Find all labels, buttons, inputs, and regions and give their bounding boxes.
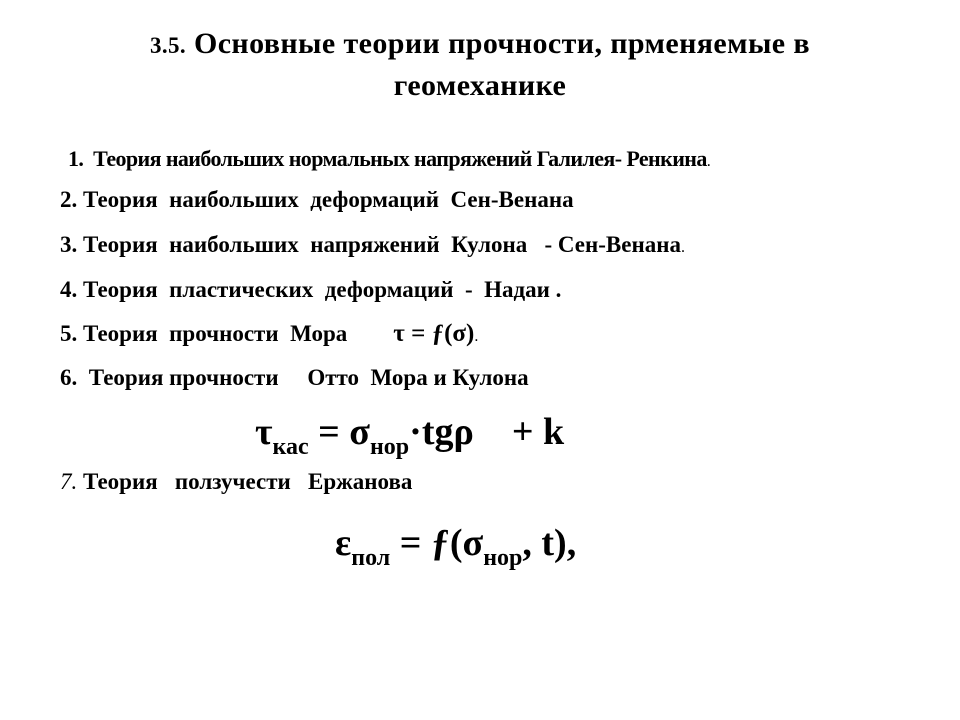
creep-formula xyxy=(335,516,576,570)
title-line-2: геомеханике xyxy=(393,69,567,102)
theory-item-4 xyxy=(60,276,561,304)
title-line-1 xyxy=(60,24,900,66)
theory-item-7-number: 7. xyxy=(60,469,78,494)
theory-item-5-formula: τ = ƒ(σ) xyxy=(393,320,475,347)
formula1-sub-nor: нор xyxy=(369,434,410,460)
formula2-eps: ε xyxy=(335,522,352,564)
theory-item-1-end: . xyxy=(706,153,711,170)
coulomb-mohr-formula xyxy=(255,407,565,460)
theory-item-1-text: Теория наибольших нормальных напряжений Галилея- Ренкина xyxy=(83,146,707,171)
theory-item-2 xyxy=(60,186,574,214)
theory-item-5-text: 5. Теория прочности Мора xyxy=(60,321,394,346)
theory-item-1 xyxy=(68,145,710,176)
theory-item-5 xyxy=(60,320,478,351)
title-number: 3.5. xyxy=(149,33,187,58)
theory-item-6 xyxy=(60,364,529,392)
theory-item-5-end: . xyxy=(474,328,479,345)
theory-item-7 xyxy=(60,468,412,496)
formula1-tau: τ xyxy=(255,411,273,453)
formula2-sub-pol: пол xyxy=(351,545,391,571)
slide-title xyxy=(60,24,900,106)
formula2-eq-f: = ƒ(σ xyxy=(390,522,484,564)
theory-item-4-text: 4. Теория пластических деформаций - Надаи . xyxy=(60,277,562,302)
theory-item-7-text: Теория ползучести Ержанова xyxy=(77,469,413,494)
theory-item-1-number: 1. xyxy=(68,146,84,171)
formula1-sub-kas: кас xyxy=(272,434,309,460)
theory-item-3-text: 3. Теория наибольших напряжений Кулона - Сен-Венана xyxy=(60,232,681,257)
theory-item-2-text: 2. Теория наибольших деформаций Сен-Венана xyxy=(60,187,574,212)
formula2-sub-nor: нор xyxy=(483,545,523,571)
formula1-eq-sigma: = σ xyxy=(308,411,370,453)
formula1-rest: ·tgρ + k xyxy=(409,411,565,453)
title-text-1: Основные теории прочности, прменяемые в xyxy=(193,27,811,60)
theory-item-3-end: . xyxy=(680,239,685,256)
theory-item-3 xyxy=(60,231,685,262)
formula2-rest: , t), xyxy=(522,522,577,564)
theory-item-6-text: 6. Теория прочности Отто Мора и Кулона xyxy=(60,365,529,390)
